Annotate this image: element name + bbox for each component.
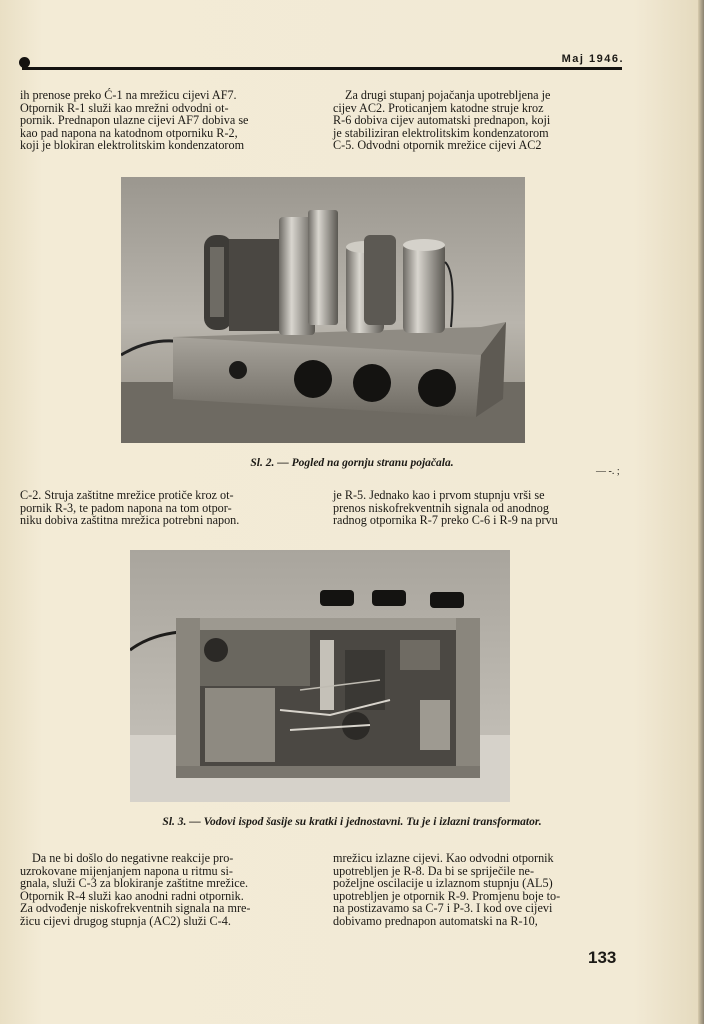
header-date: Maj 1946. (561, 53, 624, 65)
text-line: žicu cijevi drugog stupnja (AC2) služi C-4. (20, 913, 231, 928)
stray-ink-marks: — -. ; (596, 466, 620, 477)
text-line: poželjne oscilacije u izlaznom stupnju (AL5) (333, 876, 553, 891)
page-number: 133 (588, 948, 617, 967)
page-spine-shadow (698, 0, 704, 1024)
text-column-left-3 (20, 852, 312, 928)
text-line: kao pad napona na katodnom otporniku R-2, (20, 125, 238, 140)
text-line: niku dobiva zaštitna mrežica potrebni napon. (20, 513, 240, 528)
text-line: Otpornik R-1 služi kao mrežni odvodni ot- (20, 100, 229, 115)
text-line: upotrebljen je otpornik R-9. Promjenu boje to- (333, 888, 561, 903)
text-line: ih prenose preko Ć-1 na mrežicu cijevi AF7. (20, 88, 237, 102)
text-column-left-1 (20, 89, 312, 152)
text-line: koji je blokiran elektrolitskim kondenzatorom (20, 138, 245, 153)
text-line: Da ne bi došlo do negativne reakcije pro- (32, 851, 234, 865)
text-line: gnala, služi C-3 za blokiranje zaštitne mrežice. (20, 876, 249, 891)
figure-3-caption: Sl. 3. — Vodovi ispod šasije su kratki i jednostavni. Tu je i izlazni transformator. (162, 816, 542, 828)
text-column-right-1 (333, 89, 625, 152)
text-line: pornik R-3, te padom napona na tom otpor- (20, 500, 232, 515)
text-line: mrežicu izlazne cijevi. Kao odvodni otpornik (333, 851, 554, 865)
text-column-right-2 (333, 489, 625, 527)
text-line: R-6 dobiva cijev automatski prednapon, koji (333, 113, 551, 128)
text-line: radnog otpornika R-7 preko C-6 i R-9 na prvu (333, 513, 558, 528)
text-line: pornik. Prednapon ulazne cijevi AF7 dobiva se (20, 113, 249, 128)
text-line: C-2. Struja zaštitne mrežice protiče kroz ot- (20, 488, 234, 502)
text-line: C-5. Odvodni otpornik mrežice cijevi AC2 (333, 138, 542, 153)
text-line: Otpornik R-4 služi kao anodni radni otpornik. (20, 888, 244, 903)
text-line: uzrokovane mijenjanjem napona u ritmu si- (20, 863, 233, 878)
text-line: cijev AC2. Proticanjem katodne struje kroz (333, 100, 544, 115)
text-line: je R-5. Jednako kao i prvom stupnju vrši se (333, 488, 545, 502)
text-line: Za odvođenje niskofrekventnih signala na mre- (20, 901, 251, 916)
text-line: Za drugi stupanj pojačanja upotrebljena je (345, 88, 551, 102)
text-column-right-3 (333, 852, 625, 928)
header-rule (22, 67, 622, 70)
text-line: na postizavamo sa C-7 i P-3. I kod ove cijevi (333, 901, 553, 916)
text-line: dobivamo prednapon automatski na R-10, (333, 913, 538, 928)
text-line: prenos niskofrekventnih signala od anodnog (333, 500, 549, 515)
amplifier-underside-photo (130, 550, 510, 802)
text-column-left-2 (20, 489, 312, 527)
text-line: je stabiliziran elektrolitskim kondenzatorom (333, 125, 549, 140)
amplifier-top-photo (121, 177, 525, 443)
text-line: upotrebljen je R-8. Da bi se spriječile ne- (333, 863, 535, 878)
figure-2-caption: Sl. 2. — Pogled na gornju stranu pojačala. (250, 457, 454, 469)
